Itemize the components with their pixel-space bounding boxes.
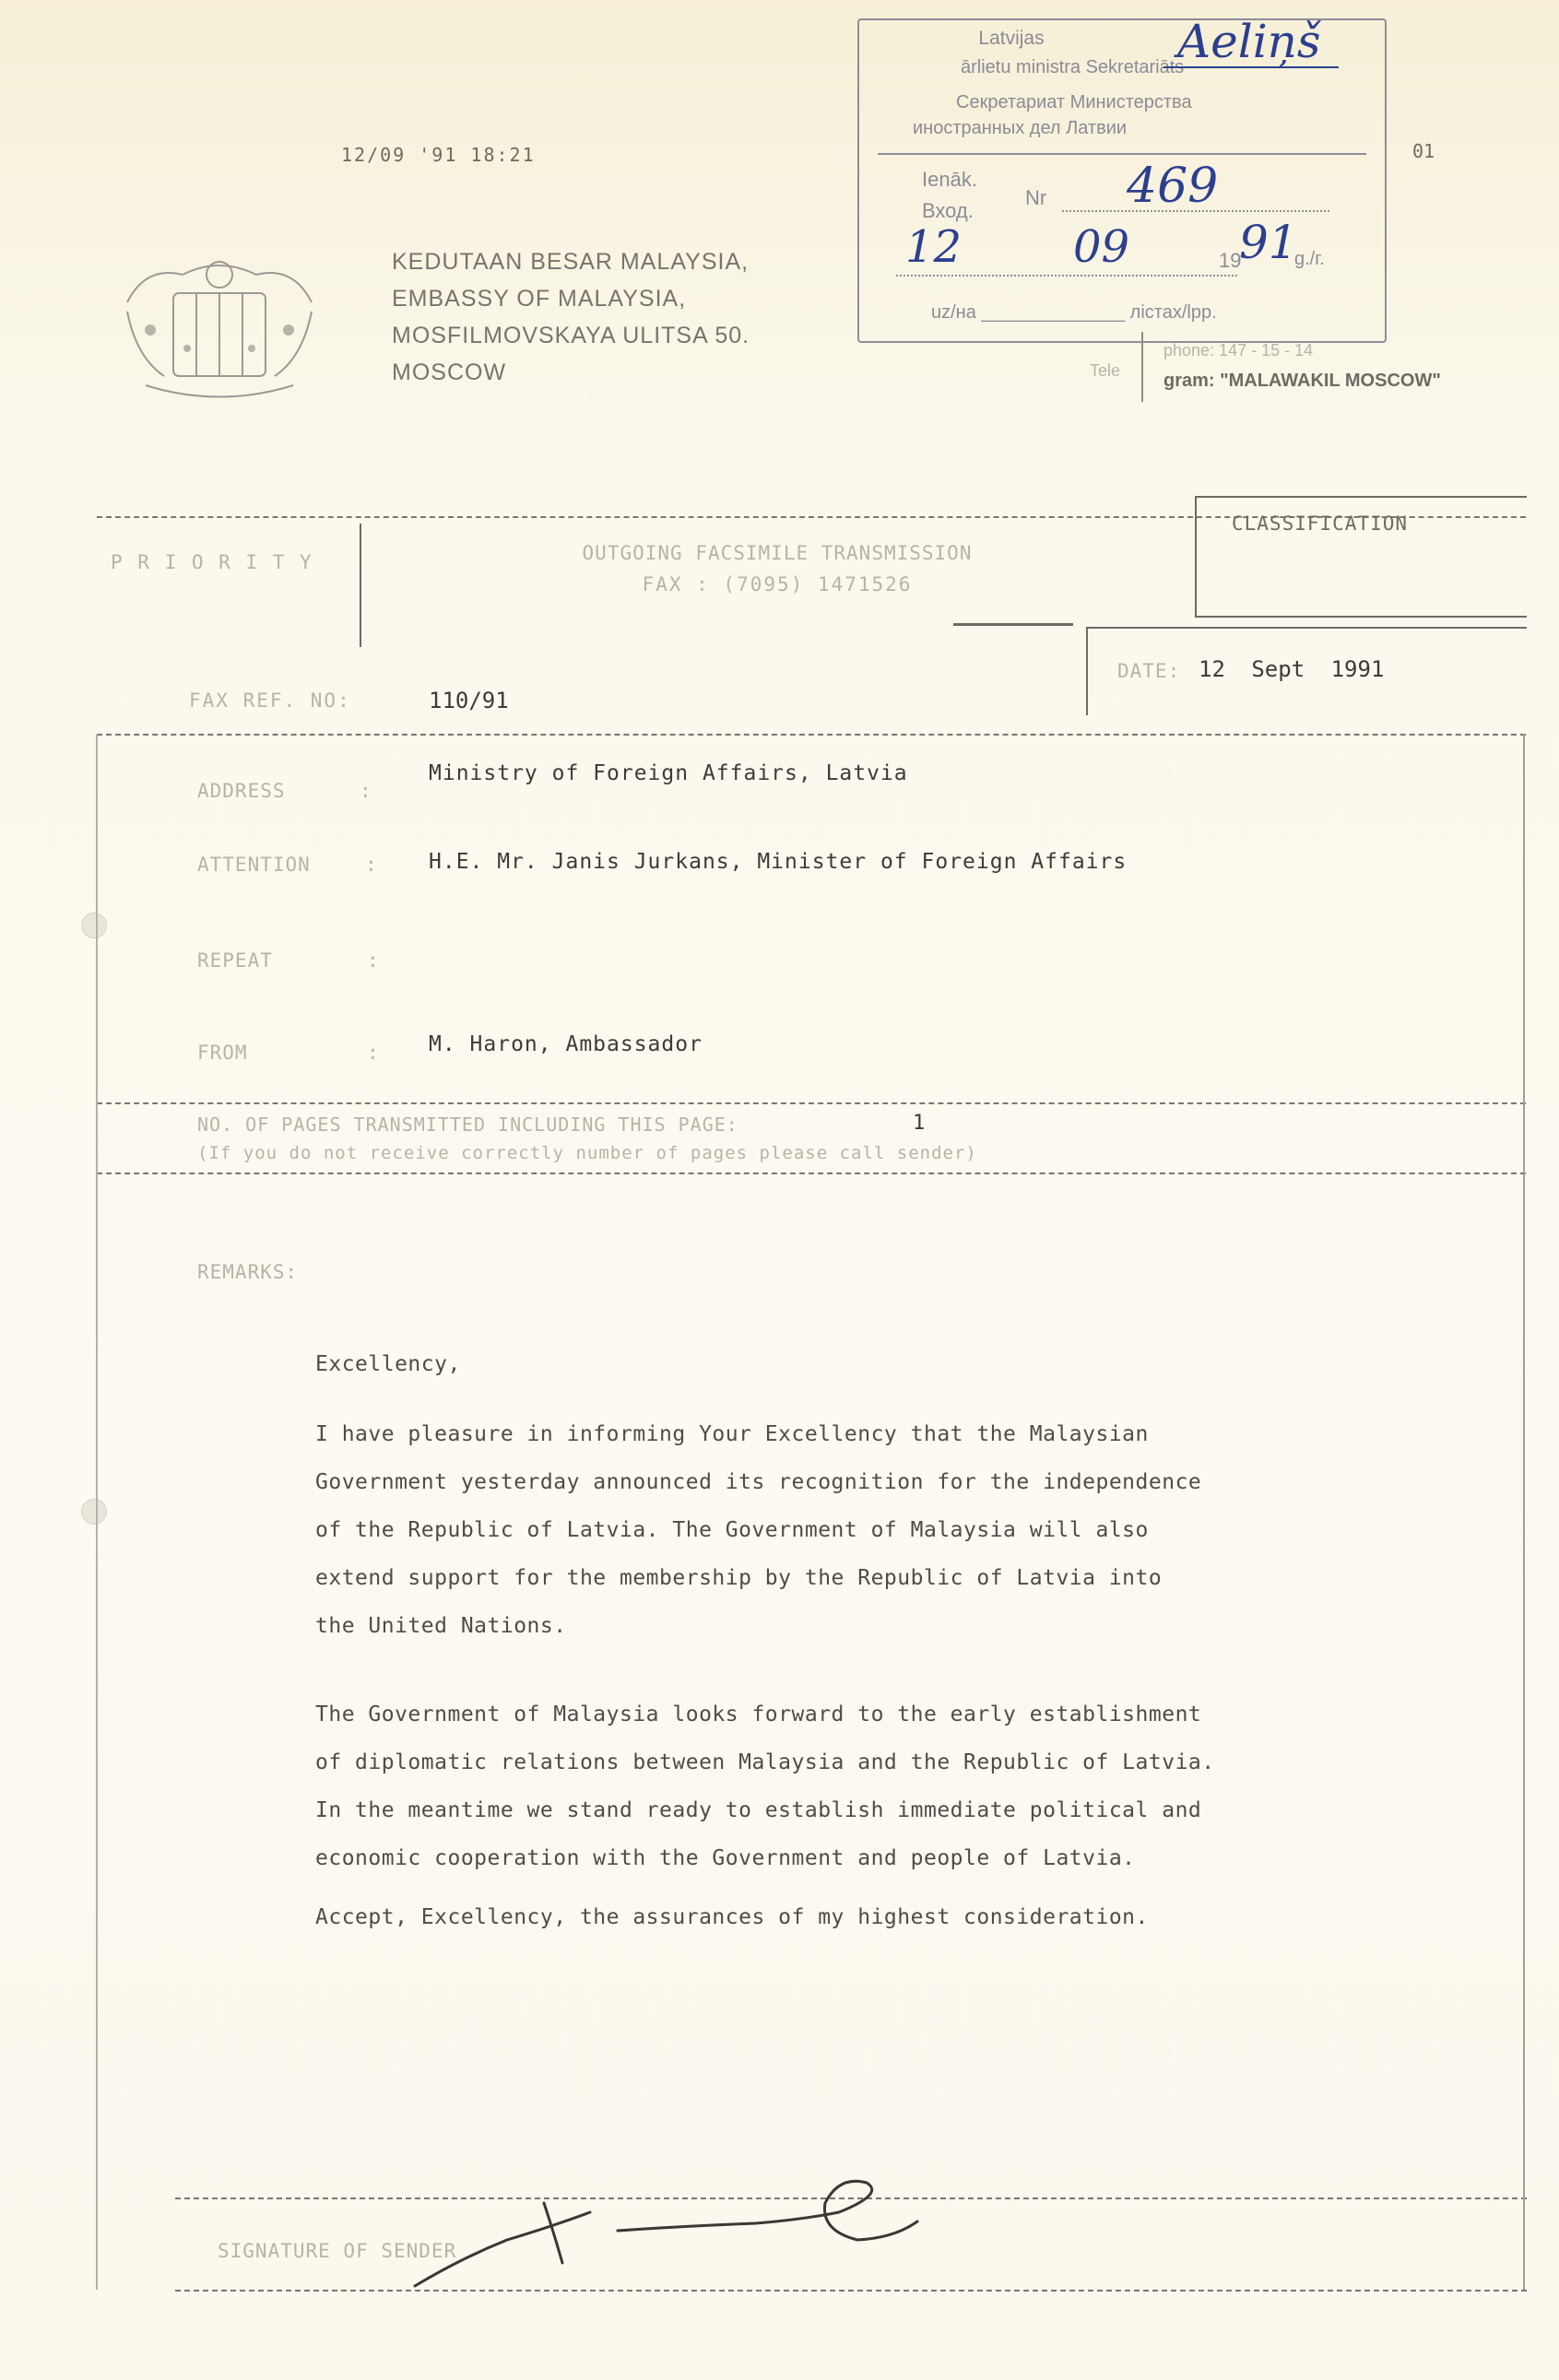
paragraph-1-line: the United Nations. <box>315 1614 567 1638</box>
attention-colon: : <box>365 854 377 876</box>
paragraph-2-line: The Government of Malaysia looks forward to the early establishment <box>315 1703 1202 1726</box>
sender-signature <box>406 2175 922 2295</box>
letterhead-line-4: MOSCOW <box>392 359 507 385</box>
paragraph-1-line: I have pleasure in informing Your Excellency that the Malaysian <box>315 1422 1149 1446</box>
form-left-border <box>96 734 98 2290</box>
stamp-line-2: ārlietu ministra Sekretariāts <box>961 57 1185 77</box>
stamp-in-label-ru: Вход. <box>922 199 974 222</box>
letter-salutation: Excellency, <box>315 1352 461 1376</box>
stamp-date-line <box>896 275 1237 277</box>
stamp-year-prefix: 19 <box>1219 249 1242 272</box>
classification-bottom-border <box>1195 616 1527 618</box>
stamp-year-unit: g./г. <box>1294 249 1325 269</box>
fax-ref-label: FAX REF. NO: <box>189 689 351 712</box>
pages-bottom-border <box>97 1172 1526 1174</box>
form-right-border <box>1523 734 1525 2290</box>
stamp-line-3: Секретариат Министерства <box>956 92 1192 112</box>
date-value: 12 Sept 1991 <box>1199 656 1385 682</box>
fax-ref-value: 110/91 <box>429 688 509 713</box>
date-top-border <box>1086 627 1527 629</box>
attention-label: ATTENTION <box>197 854 311 876</box>
stamp-in-label: Ienāk. <box>922 168 977 191</box>
pages-value: 1 <box>913 1112 926 1135</box>
fax-number: FAX : (7095) 1471526 <box>642 573 913 595</box>
stamp-month: 09 <box>1073 221 1130 273</box>
letterhead-line-2: EMBASSY OF MALAYSIA, <box>392 286 687 312</box>
from-colon: : <box>367 1042 379 1064</box>
stamp-signature: Aeliņš <box>1177 15 1321 68</box>
stamp-year: 91 <box>1239 216 1298 269</box>
stamp-line-4: иностранных дел Латвии <box>913 118 1128 138</box>
fax-page-number: 01 <box>1412 140 1435 162</box>
paragraph-2-line: economic cooperation with the Government and people of Latvia. <box>315 1846 1136 1870</box>
stamp-number-prefix: Nr <box>1025 186 1047 209</box>
repeat-colon: : <box>367 949 379 972</box>
punch-hole-top <box>81 913 107 938</box>
from-value: M. Haron, Ambassador <box>429 1032 703 1056</box>
separator-mark <box>953 623 1073 626</box>
stamp-line-1: Latvijas <box>978 28 1045 49</box>
classification-top-border <box>1195 496 1527 498</box>
stamp-sheets: uz/на ______________ лістах/lpp. <box>931 302 1217 323</box>
address-colon: : <box>360 780 372 802</box>
remarks-label: REMARKS: <box>197 1261 299 1283</box>
date-label: DATE: <box>1117 660 1181 682</box>
paragraph-1-line: of the Republic of Latvia. The Government of Malaysia will also <box>315 1518 1149 1542</box>
date-divider <box>1086 627 1088 715</box>
malaysia-crest-logo <box>109 247 330 413</box>
telegram-address: gram: "MALAWAKIL MOSCOW" <box>1163 371 1441 391</box>
letterhead <box>392 243 750 391</box>
repeat-label: REPEAT <box>197 949 273 972</box>
letter-paragraph-2 <box>315 1691 1215 1882</box>
letter-paragraph-1 <box>315 1410 1201 1650</box>
fax-datetime: 12/09 '91 18:21 <box>341 144 536 166</box>
paragraph-1-line: Government yesterday announced its recognition for the independence <box>315 1470 1202 1494</box>
punch-hole-bottom <box>81 1499 107 1525</box>
stamp-divider <box>878 153 1366 155</box>
classification-divider <box>1195 496 1197 618</box>
pages-label: NO. OF PAGES TRANSMITTED INCLUDING THIS PAGE: <box>197 1113 738 1136</box>
address-value: Ministry of Foreign Affairs, Latvia <box>429 761 908 785</box>
registration-stamp <box>857 15 1387 343</box>
stamp-signature-underline <box>1163 66 1339 68</box>
paragraph-2-line: of diplomatic relations between Malaysia and the Republic of Latvia. <box>315 1750 1215 1774</box>
from-label: FROM <box>197 1042 248 1064</box>
stamp-day: 12 <box>905 221 963 273</box>
classification-label: CLASSIFICATION <box>1232 513 1409 535</box>
transmission-title: OUTGOING FACSIMILE TRANSMISSION <box>582 542 973 564</box>
signature-bottom-border <box>175 2290 1527 2292</box>
phone-number: phone: 147 - 15 - 14 <box>1163 341 1314 359</box>
pages-note: (If you do not receive correctly number of pages please call sender) <box>197 1143 977 1163</box>
letterhead-line-1: KEDUTAAN BESAR MALAYSIA, <box>392 249 750 275</box>
paragraph-2-line: In the meantime we stand ready to establish immediate political and <box>315 1798 1202 1822</box>
signature-label: SIGNATURE OF SENDER <box>218 2240 457 2262</box>
stamp-registration-number: 469 <box>1127 159 1219 214</box>
pages-top-border <box>97 1102 1526 1104</box>
tele-label: Tele <box>1090 361 1121 380</box>
address-label: ADDRESS <box>197 780 286 802</box>
priority-label: P R I O R I T Y <box>111 551 313 573</box>
letterhead-line-3: MOSFILMOVSKAYA ULITSA 50. <box>392 323 750 348</box>
attention-value: H.E. Mr. Janis Jurkans, Minister of Foreign Affairs <box>429 850 1128 874</box>
paragraph-1-line: extend support for the membership by the Republic of Latvia into <box>315 1566 1163 1590</box>
letter-closing: Accept, Excellency, the assurances of my highest consideration. <box>315 1905 1149 1929</box>
header-bottom-border <box>97 734 1526 736</box>
